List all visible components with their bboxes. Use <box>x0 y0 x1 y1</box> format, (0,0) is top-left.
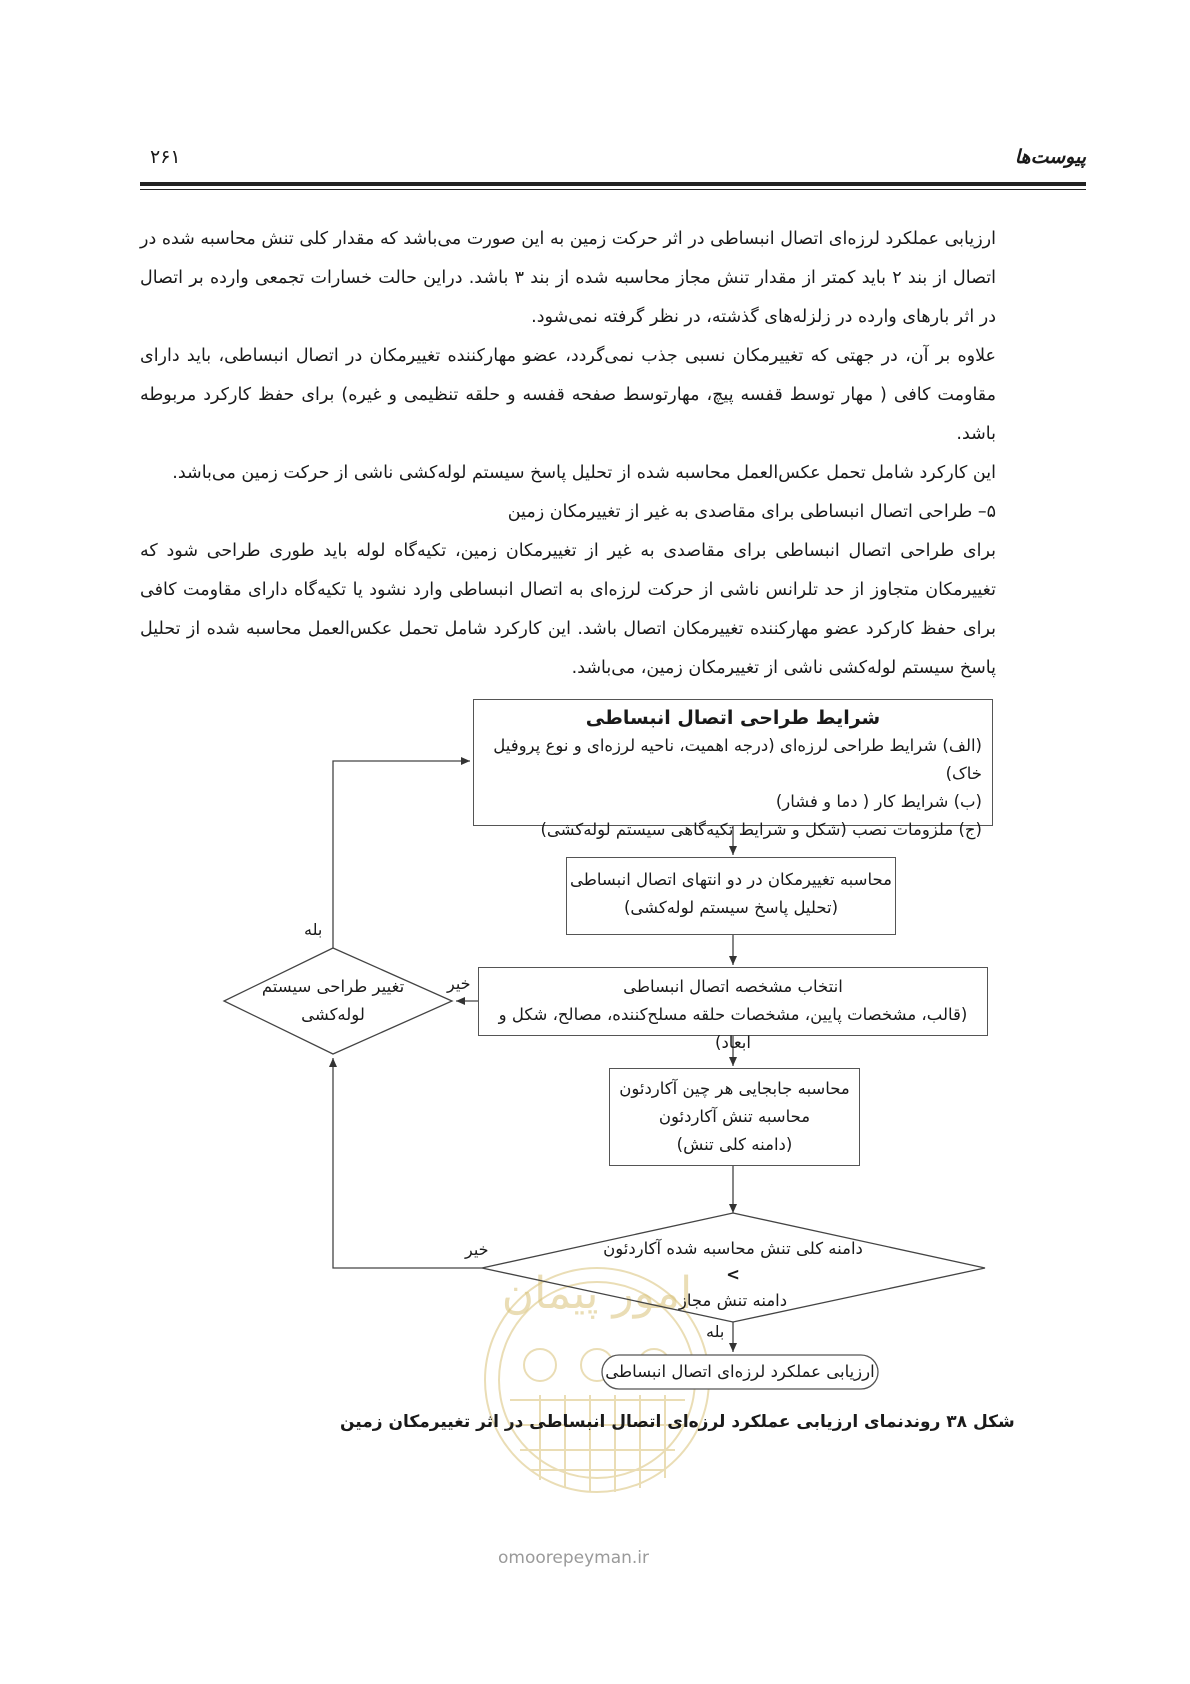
figure-caption: شکل ۳۸ روندنمای ارزیابی عملکرد لرزه‌ای اتصال انبساطی در اثر تغییرمکان زمین <box>340 1412 1015 1432</box>
box-displacement-calc <box>566 857 896 935</box>
paragraph-2: علاوه بر آن، در جهتی که تغییرمکان نسبی جذب نمی‌گردد، عضو مهارکننده تغییرمکان در اتصال انبساطی، باید دارای مقاومت کافی ( مهار توسط قفسه پیچ، مهارتوسط صفحه قفسه و حلقه تنظیمی و غیره) برای حفظ کارکرد مربوطه باشد. <box>140 346 996 444</box>
box-design-conditions-line-2: (ب) شرایط کار ( دما و فشار) <box>775 792 982 811</box>
label-no-left: خیر <box>447 974 471 993</box>
paragraph-5: برای طراحی اتصال انبساطی برای مقاصدی به غیر از تغییرمکان زمین، تکیه‌گاه لوله باید طوری طراحی شود که تغییرمکان متجاوز از حد تلرانس ناشی از حرکت لرزه‌ای به اتصال انبساطی وارد نشود یا تکیه‌گاه دارای مقاومت کافی برای حفظ کارکرد عضو مهارکننده تغییرمکان اتصال باشد. این کارکرد شامل تحمل عکس‌العمل محاسبه شده از تحلیل پاسخ سیستم لوله‌کشی ناشی از تغییرمکان زمین، می‌باشد. <box>140 541 996 678</box>
decision-redesign-line-2: لوله‌کشی <box>301 1005 365 1024</box>
label-no-bottom: خیر <box>465 1240 489 1259</box>
paragraph-1: ارزیابی عملکرد لرزه‌ای اتصال انبساطی در اثر حرکت زمین به این صورت می‌باشد که مقدار کلی تنش محاسبه شده در اتصال از بند ۲ باید کمتر از مقدار تنش مجاز محاسبه شده از بند ۳ باشد. دراین حالت خسارات تجمعی وارده بر اتصال در اثر بارهای وارده در زلزله‌های گذشته، در نظر گرفته نمی‌شود. <box>140 229 997 327</box>
decision-stress-check-line-2: دامنه تنش مجاز <box>678 1291 788 1310</box>
label-yes-top: بله <box>304 920 323 939</box>
box-design-conditions <box>473 699 993 839</box>
label-yes-bottom: بله <box>706 1322 725 1341</box>
decision-stress-check <box>585 1236 881 1314</box>
box-bellows-calc-line-3: (دامنه کلی تنش) <box>676 1135 793 1154</box>
box-displacement-calc-line-1: محاسبه تغییرمکان در دو انتهای اتصال انبساطی <box>570 870 892 889</box>
running-head: پیوست‌ها <box>1014 146 1086 168</box>
watermark-url: omoorepeyman.ir <box>498 1548 650 1568</box>
section-heading-5: ۵– طراحی اتصال انبساطی برای مقاصدی به غیر از تغییرمکان زمین <box>507 502 996 522</box>
box-joint-selection-line-1: انتخاب مشخصه اتصال انبساطی <box>623 977 843 996</box>
terminal-end: ارزیابی عملکرد لرزه‌ای اتصال انبساطی <box>605 1362 875 1381</box>
box-joint-selection-line-2: (قالب، مشخصات پایین، مشخصات حلقه مسلح‌کننده، مصالح، شکل و ابعاد) <box>498 1005 968 1052</box>
box-displacement-calc-line-2: (تحلیل پاسخ سیستم لوله‌کشی) <box>623 898 839 917</box>
page-number: ۲۶۱ <box>150 146 181 168</box>
watermark-logo-text: امور پیمان <box>501 1268 693 1319</box>
decision-stress-check-line-1: دامنه کلی تنش محاسبه شده آکاردئون <box>603 1239 863 1258</box>
decision-redesign-line-1: تغییر طراحی سیستم <box>261 977 405 996</box>
box-joint-selection <box>478 967 988 1052</box>
box-design-conditions-title: شرایط طراحی اتصال انبساطی <box>585 707 881 729</box>
box-design-conditions-line-1: (الف) شرایط طراحی لرزه‌ای (درجه اهمیت، ناحیه لرزه‌ای و نوع پروفیل خاک) <box>493 736 982 783</box>
box-bellows-calc <box>609 1068 860 1166</box>
decision-redesign <box>250 973 416 1029</box>
box-design-conditions-line-3: (ج) ملزومات نصب (شکل و شرایط تکیه‌گاهی سیستم لوله‌کشی) <box>540 820 982 839</box>
decision-stress-check-operator: < <box>726 1265 740 1284</box>
box-bellows-calc-line-1: محاسبه جابجایی هر چین آکاردئون <box>619 1079 850 1098</box>
box-bellows-calc-line-2: محاسبه تنش آکاردئون <box>658 1107 811 1126</box>
paragraph-3: این کارکرد شامل تحمل عکس‌العمل محاسبه شده از تحلیل پاسخ سیستم لوله‌کشی ناشی از حرکت زمین می‌باشد. <box>172 463 996 483</box>
